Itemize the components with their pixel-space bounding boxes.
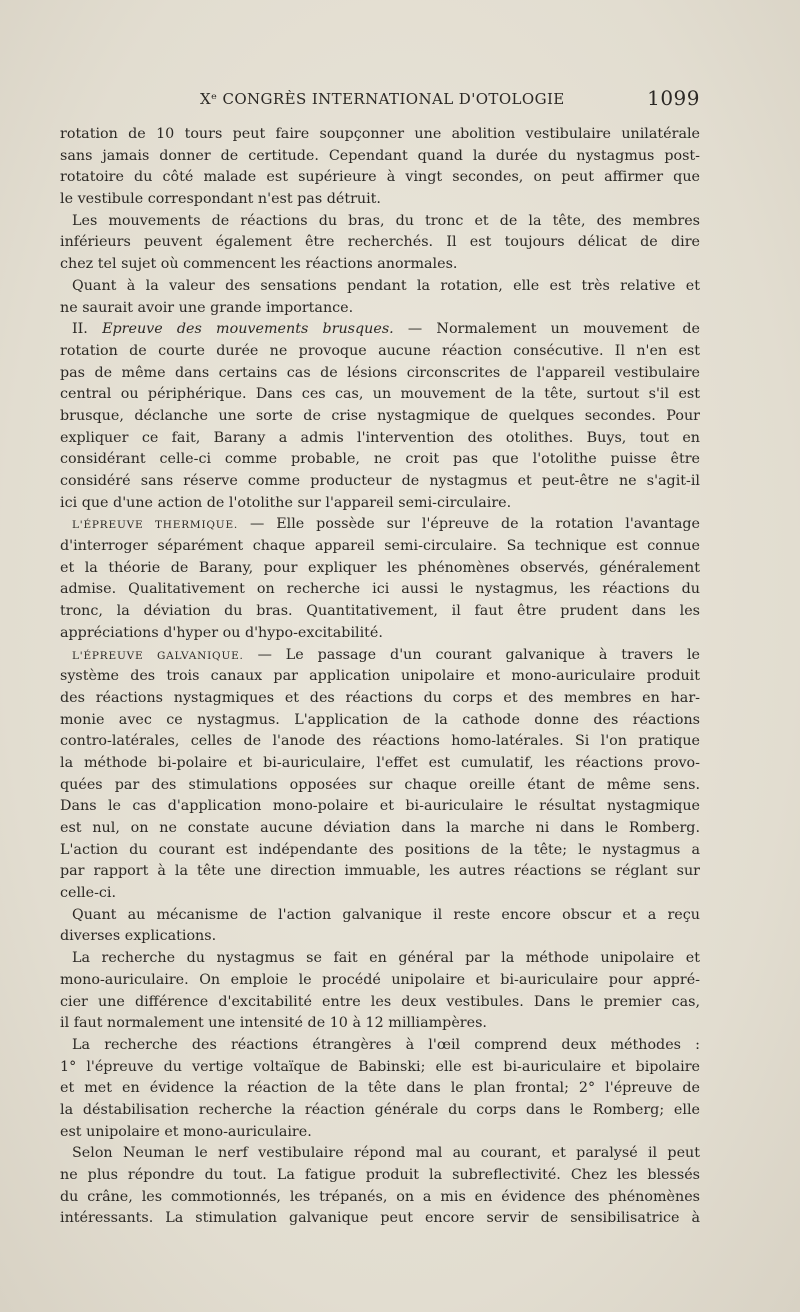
- text-line: Selon Neuman le nerf vestibulaire répond mal au courant, et paralysé il peut: [72, 1145, 700, 1162]
- section-heading-rest: — Elle possède sur l'épreuve de la rotation l'avantage: [238, 516, 700, 533]
- text-line: brusque, déclanche une sorte de crise nystagmique de quelques secondes. Pour: [60, 407, 700, 424]
- body-text: [60, 124, 700, 1230]
- running-title: Xᵉ CONGRÈS INTERNATIONAL D'OTOLOGIE: [200, 90, 565, 108]
- text-line: quées par des stimulations opposées sur chaque oreille étant de même sens.: [60, 776, 700, 793]
- text-line: d'interroger séparément chaque appareil semi-circulaire. Sa technique est connue: [60, 538, 700, 555]
- text-line: la méthode bi-polaire et bi-auriculaire, l'effet est cumulatif, les réactions provo-: [60, 754, 700, 771]
- page-number: 1099: [647, 86, 700, 110]
- text-line: des réactions nystagmiques et des réactions du corps et des membres en har-: [60, 689, 700, 706]
- text-line: rotation de courte durée ne provoque aucune réaction consécutive. Il n'en est: [60, 342, 700, 359]
- section-heading-line: [60, 319, 700, 341]
- text-line: celle-ci.: [60, 885, 117, 902]
- text-line: mono-auriculaire. On emploie le procédé unipolaire et bi-auriculaire pour appré-: [60, 971, 700, 988]
- text-line: rotation de 10 tours peut faire soupçonner une abolition vestibulaire unilatérale: [60, 126, 700, 142]
- text-line: il faut normalement une intensité de 10 à 12 milliampères.: [60, 1015, 487, 1032]
- section-heading-rest: — Normalement un mouvement de: [393, 321, 700, 338]
- section-label: L'ÉPREUVE THERMIQUE.: [72, 519, 239, 532]
- text-line: contro-latérales, celles de l'anode des réactions homo-latérales. Si l'on pratique: [60, 733, 700, 750]
- text-line: du crâne, les commotionnés, les trépanés, on a mis en évidence des phénomènes: [60, 1188, 700, 1205]
- text-line: Quant à la valeur des sensations pendant la rotation, elle est très relative et: [72, 277, 700, 294]
- section-label: L'ÉPREUVE GALVANIQUE.: [72, 649, 244, 662]
- section-heading-rest: — Le passage d'un courant galvanique à travers le: [243, 646, 700, 663]
- text-line: diverses explications.: [60, 928, 217, 945]
- text-line: la déstabilisation recherche la réaction générale du corps dans le Romberg; elle: [60, 1101, 700, 1118]
- text-line: sans jamais donner de certitude. Cependant quand la durée du nystagmus post-: [60, 147, 700, 164]
- text-line: considérant celle-ci comme probable, ne croit pas que l'otolithe puisse être: [60, 451, 700, 468]
- page-header: [60, 86, 700, 116]
- section-heading-line: [60, 645, 700, 667]
- text-line: 1° l'épreuve du vertige voltaïque de Babinski; elle est bi-auriculaire et bipolaire: [60, 1058, 700, 1075]
- text-line: expliquer ce fait, Barany a admis l'intervention des otolithes. Buys, tout en: [60, 429, 700, 446]
- text-line: Les mouvements de réactions du bras, du tronc et de la tête, des membres: [72, 212, 700, 229]
- text-line: et met en évidence la réaction de la tête dans le plan frontal; 2° l'épreuve de: [60, 1080, 700, 1097]
- text-line: La recherche du nystagmus se fait en général par la méthode unipolaire et: [72, 950, 700, 967]
- text-line: cier une différence d'excitabilité entre les deux vestibules. Dans le premier cas,: [60, 993, 700, 1010]
- text-line: inférieurs peuvent également être recherchés. Il est toujours délicat de dire: [60, 234, 700, 251]
- text-line: admise. Qualitativement on recherche ici aussi le nystagmus, les réactions du: [60, 581, 700, 598]
- section-heading-line: [60, 514, 700, 536]
- text-line: système des trois canaux par application unipolaire et mono-auriculaire produit: [60, 668, 700, 685]
- text-line: ici que d'une action de l'otolithe sur l'appareil semi-circulaire.: [60, 494, 512, 511]
- text-line: L'action du courant est indépendante des positions de la tête; le nystagmus a: [60, 841, 700, 858]
- text-line: La recherche des réactions étrangères à l'œil comprend deux méthodes :: [72, 1036, 700, 1053]
- text-line: ne plus répondre du tout. La fatigue produit la subreflectivité. Chez les blessés: [60, 1167, 700, 1183]
- text-line: intéressants. La stimulation galvanique peut encore servir de sensibilisatrice à: [60, 1210, 700, 1227]
- text-line: est nul, on ne constate aucune déviation dans la marche ni dans le Romberg.: [60, 820, 700, 836]
- text-line: est unipolaire et mono-auriculaire.: [60, 1123, 312, 1140]
- text-line: et la théorie de Barany, pour expliquer les phénomènes observés, généralement: [60, 559, 700, 576]
- text-line: par rapport à la tête une direction immuable, les autres réactions se réglant sur: [60, 863, 700, 880]
- text-line: Dans le cas d'application mono-polaire et bi-auriculaire le résultat nystagmique: [60, 798, 700, 815]
- text-line: rotatoire du côté malade est supérieure à vingt secondes, on peut affirmer que: [60, 169, 700, 186]
- text-line: appréciations d'hyper ou d'hypo-excitabilité.: [60, 624, 383, 641]
- text-line: chez tel sujet où commencent les réactions anormales.: [60, 256, 458, 273]
- text-line: considéré sans réserve comme producteur de nystagmus et peut-être ne s'agit-il: [60, 473, 700, 489]
- text-line: tronc, la déviation du bras. Quantitativement, il faut être prudent dans les: [60, 603, 700, 620]
- text-line: monie avec ce nystagmus. L'application de la cathode donne des réactions: [60, 711, 700, 728]
- section-numeral: II.: [72, 321, 88, 338]
- text-line: Quant au mécanisme de l'action galvanique il reste encore obscur et a reçu: [72, 906, 700, 923]
- text-line: ne saurait avoir une grande importance.: [60, 299, 354, 316]
- section-title: Epreuve des mouvements brusques.: [102, 321, 394, 338]
- text-line: pas de même dans certains cas de lésions circonscrites de l'appareil vestibulaire: [60, 364, 700, 381]
- text-line: central ou périphérique. Dans ces cas, un mouvement de la tête, surtout s'il est: [60, 386, 700, 403]
- text-line: le vestibule correspondant n'est pas détruit.: [60, 191, 381, 208]
